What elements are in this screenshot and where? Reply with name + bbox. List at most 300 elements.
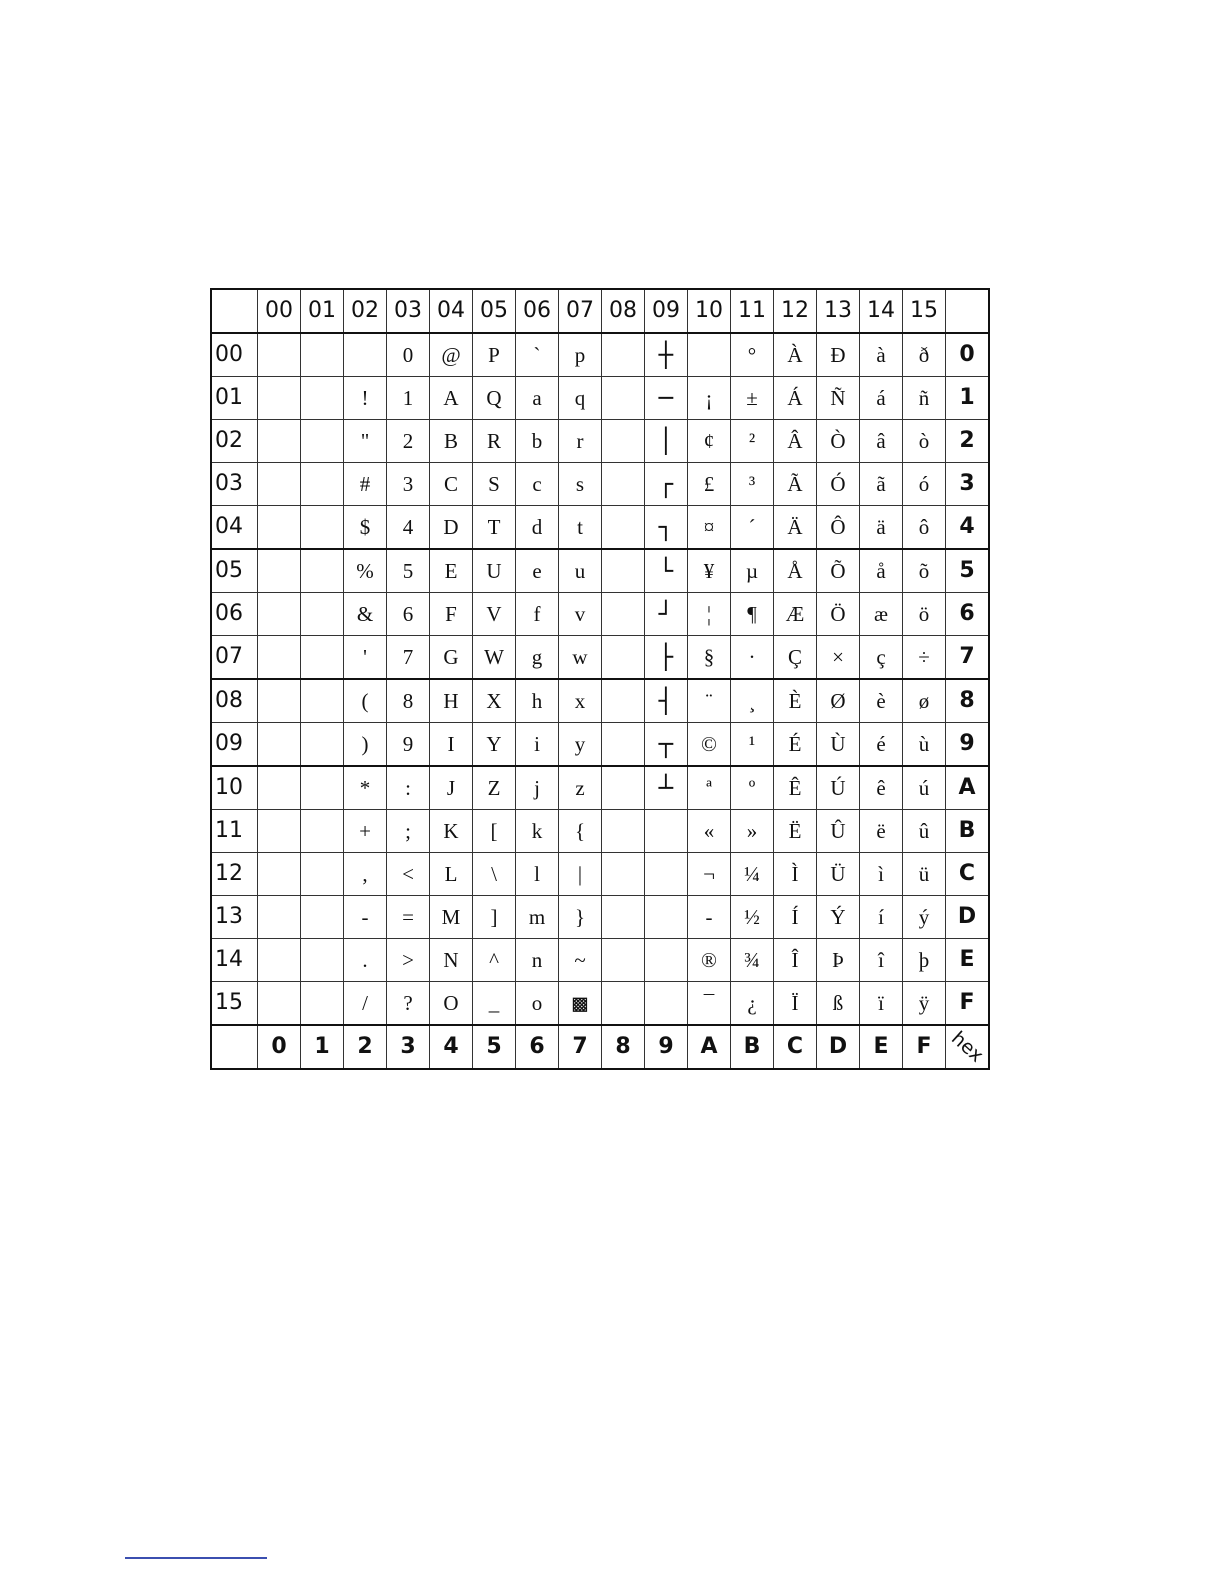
- table-row: [211, 506, 989, 550]
- char-cell: ë: [860, 810, 903, 853]
- char-cell: Ç: [774, 636, 817, 680]
- char-cell: ï: [860, 982, 903, 1026]
- column-header: 10: [688, 289, 731, 333]
- column-header: 09: [645, 289, 688, 333]
- char-cell: ª: [688, 766, 731, 810]
- char-cell: À: [774, 333, 817, 377]
- column-header: 00: [258, 289, 301, 333]
- char-cell: └: [645, 549, 688, 593]
- table-row: [211, 333, 989, 377]
- char-cell: [602, 723, 645, 767]
- char-cell: õ: [903, 549, 946, 593]
- column-hex-label: 7: [559, 1025, 602, 1069]
- char-cell: ~: [559, 939, 602, 982]
- row-header: 07: [211, 636, 258, 680]
- char-cell: 4: [387, 506, 430, 550]
- char-cell: @: [430, 333, 473, 377]
- char-cell: /: [344, 982, 387, 1026]
- char-cell: k: [516, 810, 559, 853]
- corner-cell: [211, 289, 258, 333]
- char-cell: r: [559, 420, 602, 463]
- row-hex-label: 9: [946, 723, 990, 767]
- char-cell: ¼: [731, 853, 774, 896]
- char-cell: [301, 982, 344, 1026]
- column-hex-label: A: [688, 1025, 731, 1069]
- char-cell: _: [473, 982, 516, 1026]
- char-cell: [602, 506, 645, 550]
- char-cell: F: [430, 593, 473, 636]
- column-header: 07: [559, 289, 602, 333]
- char-cell: [258, 377, 301, 420]
- char-cell: <: [387, 853, 430, 896]
- char-cell: [602, 377, 645, 420]
- char-cell: [602, 636, 645, 680]
- char-cell: [258, 723, 301, 767]
- row-header: 01: [211, 377, 258, 420]
- char-cell: a: [516, 377, 559, 420]
- column-header: 13: [817, 289, 860, 333]
- character-code-table: [210, 288, 990, 1070]
- char-cell: Ò: [817, 420, 860, 463]
- row-header: 15: [211, 982, 258, 1026]
- char-cell: [602, 463, 645, 506]
- char-cell: [258, 853, 301, 896]
- char-cell: Q: [473, 377, 516, 420]
- char-cell: Û: [817, 810, 860, 853]
- char-cell: È: [774, 679, 817, 723]
- column-header: 06: [516, 289, 559, 333]
- char-cell: L: [430, 853, 473, 896]
- char-cell: [258, 766, 301, 810]
- char-cell: æ: [860, 593, 903, 636]
- char-cell: â: [860, 420, 903, 463]
- column-header: 11: [731, 289, 774, 333]
- char-cell: Ú: [817, 766, 860, 810]
- char-cell: ô: [903, 506, 946, 550]
- char-cell: Æ: [774, 593, 817, 636]
- row-hex-label: 1: [946, 377, 990, 420]
- char-cell: {: [559, 810, 602, 853]
- footnote-rule: [125, 1557, 267, 1559]
- row-hex-label: E: [946, 939, 990, 982]
- char-cell: m: [516, 896, 559, 939]
- char-cell: G: [430, 636, 473, 680]
- char-cell: ð: [903, 333, 946, 377]
- row-hex-label: 0: [946, 333, 990, 377]
- char-cell: b: [516, 420, 559, 463]
- char-cell: [258, 506, 301, 550]
- char-cell: [301, 766, 344, 810]
- char-cell: [602, 896, 645, 939]
- char-cell: Y: [473, 723, 516, 767]
- char-cell: 6: [387, 593, 430, 636]
- char-cell: u: [559, 549, 602, 593]
- column-hex-label: 5: [473, 1025, 516, 1069]
- char-cell: [301, 810, 344, 853]
- char-cell: Â: [774, 420, 817, 463]
- char-cell: [301, 723, 344, 767]
- column-hex-label: 2: [344, 1025, 387, 1069]
- char-cell: ┐: [645, 506, 688, 550]
- char-cell: ´: [731, 506, 774, 550]
- column-header: 02: [344, 289, 387, 333]
- char-cell: O: [430, 982, 473, 1026]
- char-cell: $: [344, 506, 387, 550]
- char-cell: d: [516, 506, 559, 550]
- column-header: 12: [774, 289, 817, 333]
- char-cell: A: [430, 377, 473, 420]
- char-cell: [602, 939, 645, 982]
- char-cell: ÷: [903, 636, 946, 680]
- char-cell: ©: [688, 723, 731, 767]
- char-cell: [301, 853, 344, 896]
- char-cell: ú: [903, 766, 946, 810]
- char-cell: Í: [774, 896, 817, 939]
- row-header: 11: [211, 810, 258, 853]
- char-cell: 5: [387, 549, 430, 593]
- char-cell: ┬: [645, 723, 688, 767]
- char-cell: ö: [903, 593, 946, 636]
- char-cell: h: [516, 679, 559, 723]
- char-cell: [645, 939, 688, 982]
- char-cell: [301, 679, 344, 723]
- code-table-body: [211, 289, 989, 1069]
- column-hex-label: C: [774, 1025, 817, 1069]
- char-cell: }: [559, 896, 602, 939]
- char-cell: ã: [860, 463, 903, 506]
- char-cell: å: [860, 549, 903, 593]
- char-cell: [602, 766, 645, 810]
- char-cell: z: [559, 766, 602, 810]
- row-header: 13: [211, 896, 258, 939]
- char-cell: [301, 549, 344, 593]
- char-cell: [258, 982, 301, 1026]
- char-cell: Á: [774, 377, 817, 420]
- row-hex-label: 8: [946, 679, 990, 723]
- char-cell: ┤: [645, 679, 688, 723]
- char-cell: Ø: [817, 679, 860, 723]
- row-header: 04: [211, 506, 258, 550]
- char-cell: [645, 982, 688, 1026]
- char-cell: [258, 593, 301, 636]
- char-cell: M: [430, 896, 473, 939]
- char-cell: ;: [387, 810, 430, 853]
- table-row: [211, 377, 989, 420]
- column-header: 05: [473, 289, 516, 333]
- char-cell: R: [473, 420, 516, 463]
- char-cell: ': [344, 636, 387, 680]
- char-cell: v: [559, 593, 602, 636]
- char-cell: [602, 333, 645, 377]
- char-cell: ]: [473, 896, 516, 939]
- char-cell: ┼: [645, 333, 688, 377]
- char-cell: w: [559, 636, 602, 680]
- char-cell: Ñ: [817, 377, 860, 420]
- char-cell: l: [516, 853, 559, 896]
- char-cell: [258, 679, 301, 723]
- row-header: 03: [211, 463, 258, 506]
- char-cell: Ã: [774, 463, 817, 506]
- char-cell: Ó: [817, 463, 860, 506]
- char-cell: i: [516, 723, 559, 767]
- char-cell: t: [559, 506, 602, 550]
- char-cell: ½: [731, 896, 774, 939]
- char-cell: y: [559, 723, 602, 767]
- table-row: [211, 939, 989, 982]
- table-row: [211, 549, 989, 593]
- row-hex-label: A: [946, 766, 990, 810]
- char-cell: ý: [903, 896, 946, 939]
- char-cell: [602, 549, 645, 593]
- char-cell: ¶: [731, 593, 774, 636]
- char-cell: ñ: [903, 377, 946, 420]
- char-cell: e: [516, 549, 559, 593]
- char-cell: Ý: [817, 896, 860, 939]
- char-cell: ±: [731, 377, 774, 420]
- char-cell: ¿: [731, 982, 774, 1026]
- row-hex-label: B: [946, 810, 990, 853]
- char-cell: H: [430, 679, 473, 723]
- char-cell: p: [559, 333, 602, 377]
- char-cell: ç: [860, 636, 903, 680]
- char-cell: ┌: [645, 463, 688, 506]
- row-header: 09: [211, 723, 258, 767]
- column-hex-label: 3: [387, 1025, 430, 1069]
- char-cell: T: [473, 506, 516, 550]
- char-cell: ¾: [731, 939, 774, 982]
- char-cell: :: [387, 766, 430, 810]
- char-cell: [301, 463, 344, 506]
- column-header: 03: [387, 289, 430, 333]
- char-cell: ┘: [645, 593, 688, 636]
- char-cell: [602, 420, 645, 463]
- char-cell: ?: [387, 982, 430, 1026]
- char-cell: o: [516, 982, 559, 1026]
- char-cell: £: [688, 463, 731, 506]
- char-cell: [301, 896, 344, 939]
- char-cell: à: [860, 333, 903, 377]
- char-cell: Z: [473, 766, 516, 810]
- char-cell: 0: [387, 333, 430, 377]
- char-cell: ò: [903, 420, 946, 463]
- char-cell: [301, 333, 344, 377]
- char-cell: ¸: [731, 679, 774, 723]
- char-cell: ·: [731, 636, 774, 680]
- char-cell: ¦: [688, 593, 731, 636]
- char-cell: é: [860, 723, 903, 767]
- table-row: [211, 593, 989, 636]
- char-cell: ¥: [688, 549, 731, 593]
- char-cell: .: [344, 939, 387, 982]
- char-cell: ²: [731, 420, 774, 463]
- char-cell: ├: [645, 636, 688, 680]
- char-cell: ê: [860, 766, 903, 810]
- char-cell: Ê: [774, 766, 817, 810]
- hex-corner-label: [946, 1025, 990, 1069]
- char-cell: [602, 593, 645, 636]
- char-cell: º: [731, 766, 774, 810]
- char-cell: 2: [387, 420, 430, 463]
- char-cell: n: [516, 939, 559, 982]
- char-cell: ¤: [688, 506, 731, 550]
- char-cell: §: [688, 636, 731, 680]
- char-cell: X: [473, 679, 516, 723]
- char-cell: î: [860, 939, 903, 982]
- char-cell: [301, 939, 344, 982]
- table-row: [211, 723, 989, 767]
- char-cell: =: [387, 896, 430, 939]
- char-cell: (: [344, 679, 387, 723]
- char-cell: P: [473, 333, 516, 377]
- column-hex-label: E: [860, 1025, 903, 1069]
- char-cell: >: [387, 939, 430, 982]
- char-cell: ó: [903, 463, 946, 506]
- column-hex-label: 1: [301, 1025, 344, 1069]
- char-cell: ®: [688, 939, 731, 982]
- column-hex-label: B: [731, 1025, 774, 1069]
- column-header: 08: [602, 289, 645, 333]
- char-cell: x: [559, 679, 602, 723]
- char-cell: 9: [387, 723, 430, 767]
- table-row: [211, 463, 989, 506]
- char-cell: ¢: [688, 420, 731, 463]
- char-cell: |: [559, 853, 602, 896]
- corner-cell: [946, 289, 990, 333]
- table-row: [211, 810, 989, 853]
- char-cell: ¬: [688, 853, 731, 896]
- row-hex-label: F: [946, 982, 990, 1026]
- row-hex-label: 6: [946, 593, 990, 636]
- char-cell: +: [344, 810, 387, 853]
- column-hex-label: 4: [430, 1025, 473, 1069]
- char-cell: Õ: [817, 549, 860, 593]
- char-cell: Å: [774, 549, 817, 593]
- column-header: 14: [860, 289, 903, 333]
- char-cell: #: [344, 463, 387, 506]
- row-hex-label: 7: [946, 636, 990, 680]
- char-cell: D: [430, 506, 473, 550]
- char-cell: ¯: [688, 982, 731, 1026]
- char-cell: ¨: [688, 679, 731, 723]
- char-cell: -: [344, 896, 387, 939]
- char-cell: [301, 593, 344, 636]
- char-cell: ÿ: [903, 982, 946, 1026]
- char-cell: [645, 810, 688, 853]
- char-cell: [344, 333, 387, 377]
- char-cell: U: [473, 549, 516, 593]
- row-header: 14: [211, 939, 258, 982]
- char-cell: B: [430, 420, 473, 463]
- char-cell: I: [430, 723, 473, 767]
- column-header: 01: [301, 289, 344, 333]
- char-cell: K: [430, 810, 473, 853]
- char-cell: ¹: [731, 723, 774, 767]
- column-header: 15: [903, 289, 946, 333]
- column-hex-label: D: [817, 1025, 860, 1069]
- char-cell: [301, 420, 344, 463]
- char-cell: [301, 377, 344, 420]
- char-cell: ù: [903, 723, 946, 767]
- column-hex-label: 8: [602, 1025, 645, 1069]
- char-cell: 8: [387, 679, 430, 723]
- table-row: [211, 679, 989, 723]
- char-cell: [602, 679, 645, 723]
- char-cell: û: [903, 810, 946, 853]
- char-cell: [258, 549, 301, 593]
- char-cell: á: [860, 377, 903, 420]
- row-hex-label: 2: [946, 420, 990, 463]
- char-cell: 3: [387, 463, 430, 506]
- char-cell: │: [645, 420, 688, 463]
- char-cell: Î: [774, 939, 817, 982]
- char-cell: [258, 333, 301, 377]
- char-cell: [258, 939, 301, 982]
- char-cell: Ö: [817, 593, 860, 636]
- table-row: [211, 896, 989, 939]
- char-cell: s: [559, 463, 602, 506]
- char-cell: ┴: [645, 766, 688, 810]
- char-cell: [258, 420, 301, 463]
- char-cell: [258, 810, 301, 853]
- char-cell: [301, 636, 344, 680]
- table-row: [211, 766, 989, 810]
- char-cell: ì: [860, 853, 903, 896]
- char-cell: [258, 463, 301, 506]
- corner-cell: [211, 1025, 258, 1069]
- char-cell: »: [731, 810, 774, 853]
- char-cell: 7: [387, 636, 430, 680]
- char-cell: [258, 636, 301, 680]
- row-header: 08: [211, 679, 258, 723]
- char-cell: ³: [731, 463, 774, 506]
- char-cell: [645, 853, 688, 896]
- char-cell: Ä: [774, 506, 817, 550]
- char-cell: Ë: [774, 810, 817, 853]
- char-cell: ä: [860, 506, 903, 550]
- char-cell: -: [688, 896, 731, 939]
- char-cell: [602, 810, 645, 853]
- char-cell: [645, 896, 688, 939]
- char-cell: [602, 982, 645, 1026]
- char-cell: ¡: [688, 377, 731, 420]
- char-cell: ─: [645, 377, 688, 420]
- char-cell: !: [344, 377, 387, 420]
- column-hex-label: 0: [258, 1025, 301, 1069]
- hex-corner-text: hex: [946, 1027, 988, 1067]
- char-cell: Đ: [817, 333, 860, 377]
- char-cell: S: [473, 463, 516, 506]
- char-cell: V: [473, 593, 516, 636]
- char-cell: g: [516, 636, 559, 680]
- char-cell: W: [473, 636, 516, 680]
- table-row: [211, 420, 989, 463]
- char-cell: %: [344, 549, 387, 593]
- char-cell: J: [430, 766, 473, 810]
- char-cell: [258, 896, 301, 939]
- row-header: 12: [211, 853, 258, 896]
- char-cell: °: [731, 333, 774, 377]
- char-cell: Þ: [817, 939, 860, 982]
- char-cell: j: [516, 766, 559, 810]
- column-hex-label: F: [903, 1025, 946, 1069]
- char-cell: ": [344, 420, 387, 463]
- char-cell: *: [344, 766, 387, 810]
- char-cell: É: [774, 723, 817, 767]
- table-row: [211, 636, 989, 680]
- char-cell: c: [516, 463, 559, 506]
- row-header: 06: [211, 593, 258, 636]
- char-cell: è: [860, 679, 903, 723]
